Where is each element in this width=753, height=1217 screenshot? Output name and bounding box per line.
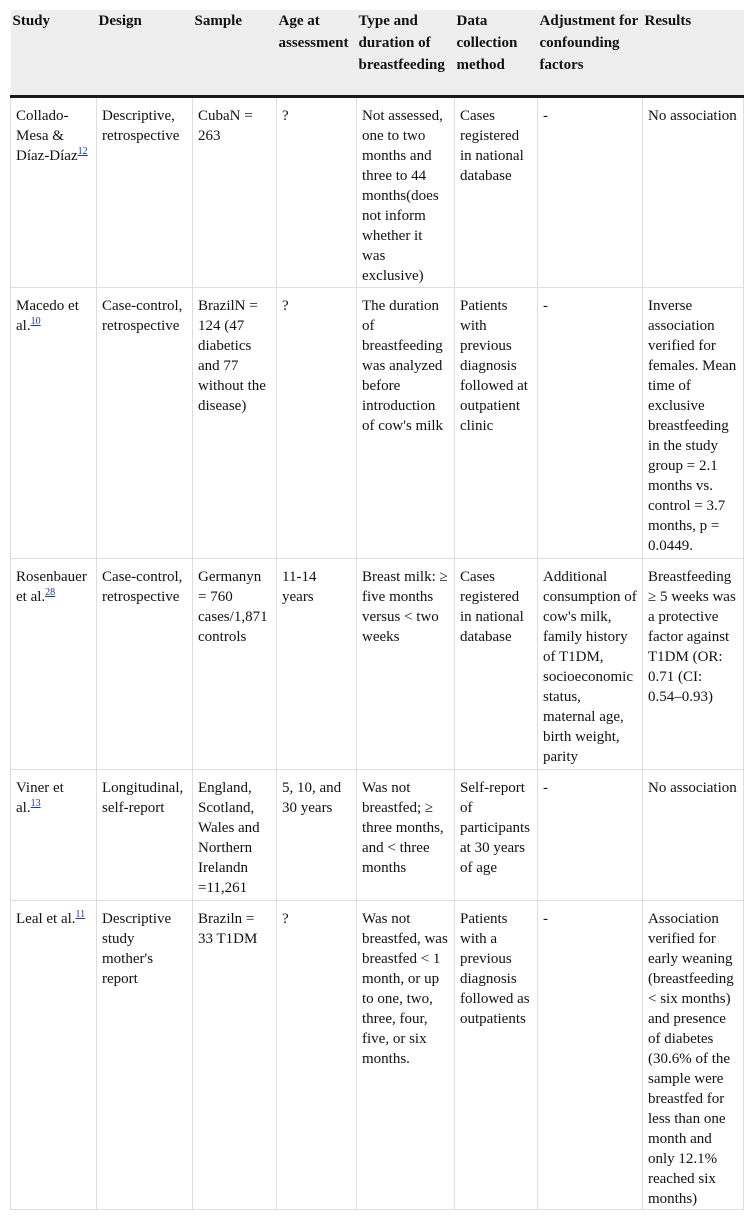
reference-link[interactable]: 13 — [30, 798, 41, 809]
cell-results: Association verified for early weaning (breastfeeding < six months) and presence of diabetes (30.6% of the sample were breastfed for less than one month and only 12.1% reached six months) — [643, 901, 744, 1210]
cell-sample: England, Scotland, Wales and Northern Irelandn =11,261 — [193, 770, 277, 901]
cell-age: 11-14 years — [277, 559, 357, 770]
cell-study — [11, 901, 97, 1210]
cell-type: Not assessed, one to two months and three to 44 months(does not inform whether it was exclusive) — [357, 97, 455, 288]
cell-adjustment: - — [538, 97, 643, 288]
cell-design: Longitudinal, self-report — [97, 770, 193, 901]
cell-adjustment: Additional consumption of cow's milk, family history of T1DM, socioeconomic status, maternal age, birth weight, parity — [538, 559, 643, 770]
table-row — [11, 901, 744, 1210]
header-age: Age at assessment — [277, 10, 357, 97]
cell-method: Patients with previous diagnosis followed at outpatient clinic — [455, 288, 538, 559]
cell-type: Was not breastfed, was breastfed < 1 month, or up to one, two, three, four, five, or six months. — [357, 901, 455, 1210]
study-name: Viner et al. — [16, 780, 64, 816]
reference-link[interactable]: 10 — [30, 316, 41, 327]
header-type: Type and duration of breastfeeding — [357, 10, 455, 97]
header-method: Data collection method — [455, 10, 538, 97]
cell-adjustment: - — [538, 901, 643, 1210]
cell-design: Descriptive study mother's report — [97, 901, 193, 1210]
study-name: Macedo et al. — [16, 298, 79, 334]
table-row — [11, 559, 744, 770]
table-row — [11, 97, 744, 288]
cell-method: Self-report of participants at 30 years of age — [455, 770, 538, 901]
cell-age: 5, 10, and 30 years — [277, 770, 357, 901]
reference-link[interactable]: 11 — [75, 909, 86, 920]
header-sample: Sample — [193, 10, 277, 97]
study-name: Leal et al. — [16, 911, 76, 927]
cell-results: Inverse association verified for females. Mean time of exclusive breastfeeding in the study group = 2.1 months vs. control = 3.7 months, p = 0.0449. — [643, 288, 744, 559]
table-row — [11, 288, 744, 559]
header-row — [11, 10, 744, 97]
header-adjustment: Adjustment for confounding factors — [538, 10, 643, 97]
cell-method: Cases registered in national database — [455, 559, 538, 770]
cell-sample: Braziln = 33 T1DM — [193, 901, 277, 1210]
cell-age: ? — [277, 901, 357, 1210]
reference-link[interactable]: 28 — [45, 587, 56, 598]
cell-results: No association — [643, 770, 744, 901]
header-results: Results — [643, 10, 744, 97]
cell-age: ? — [277, 97, 357, 288]
reference-link[interactable]: 12 — [77, 146, 88, 157]
header-study: Study — [11, 10, 97, 97]
cell-results: Breastfeeding ≥ 5 weeks was a protective factor against T1DM (OR: 0.71 (CI: 0.54–0.93) — [643, 559, 744, 770]
cell-study — [11, 770, 97, 901]
cell-age: ? — [277, 288, 357, 559]
cell-results: No association — [643, 97, 744, 288]
cell-method: Patients with a previous diagnosis followed as outpatients — [455, 901, 538, 1210]
table-row — [11, 770, 744, 901]
studies-table — [10, 10, 744, 1210]
header-design: Design — [97, 10, 193, 97]
cell-study — [11, 559, 97, 770]
cell-adjustment: - — [538, 288, 643, 559]
cell-sample: Germanyn = 760 cases/1,871 controls — [193, 559, 277, 770]
cell-design: Case-control, retrospective — [97, 559, 193, 770]
study-name: Collado-Mesa & Díaz-Díaz — [16, 108, 78, 164]
cell-type: Was not breastfed; ≥ three months, and < three months — [357, 770, 455, 901]
cell-sample: BrazilN = 124 (47 diabetics and 77 without the disease) — [193, 288, 277, 559]
cell-adjustment: - — [538, 770, 643, 901]
cell-study — [11, 97, 97, 288]
cell-study — [11, 288, 97, 559]
study-name: Rosenbauer et al. — [16, 569, 87, 605]
cell-type: The duration of breastfeeding was analyzed before introduction of cow's milk — [357, 288, 455, 559]
cell-design: Case-control, retrospective — [97, 288, 193, 559]
cell-design: Descriptive, retrospective — [97, 97, 193, 288]
cell-method: Cases registered in national database — [455, 97, 538, 288]
cell-sample: CubaN = 263 — [193, 97, 277, 288]
cell-type: Breast milk: ≥ five months versus < two weeks — [357, 559, 455, 770]
